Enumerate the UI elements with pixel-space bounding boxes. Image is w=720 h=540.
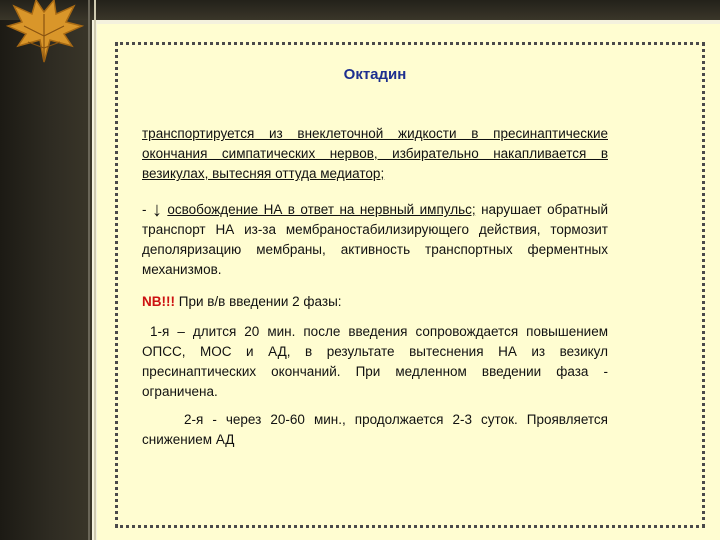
paragraph-transport: транспортируется из внеклеточной жидкости в пресинаптические окончания симпатических нервов, избирательно накапливается в везикулах, вытесняя оттуда медиатор; (142, 126, 608, 181)
paragraph-phase-1: 1-я – длится 20 мин. после введения сопровождается повышением ОПСС, МОС и АД, в результате вытеснения НА из везикул пресинаптических окончаний. При медленном введении фаза - ограничена. (142, 324, 608, 399)
paragraph-release (142, 198, 608, 280)
slide-content (142, 124, 608, 450)
release-rest-text: нарушает обратный транспорт НА из-за мембраностабилизирующего действия, тормозит деполяризацию мембраны, активность транспортных ферментных механизмов. (142, 202, 608, 277)
nb-label: NB!!! (142, 294, 175, 309)
background-top-band (0, 0, 720, 20)
release-underlined-text: освобождение НА в ответ на нервный импульс; (167, 202, 476, 217)
nb-text: При в/в введении 2 фазы: (175, 294, 342, 309)
autumn-leaf-icon (4, 0, 84, 64)
nb-line (142, 292, 608, 312)
dash-marker: - (142, 202, 147, 217)
slide-title: Октадин (343, 66, 407, 83)
down-arrow-icon: ↓ (151, 199, 162, 221)
paragraph-phase-2: 2-я - через 20‑60 мин., продолжается 2‑3 суток. Проявляется снижением АД (142, 412, 608, 447)
